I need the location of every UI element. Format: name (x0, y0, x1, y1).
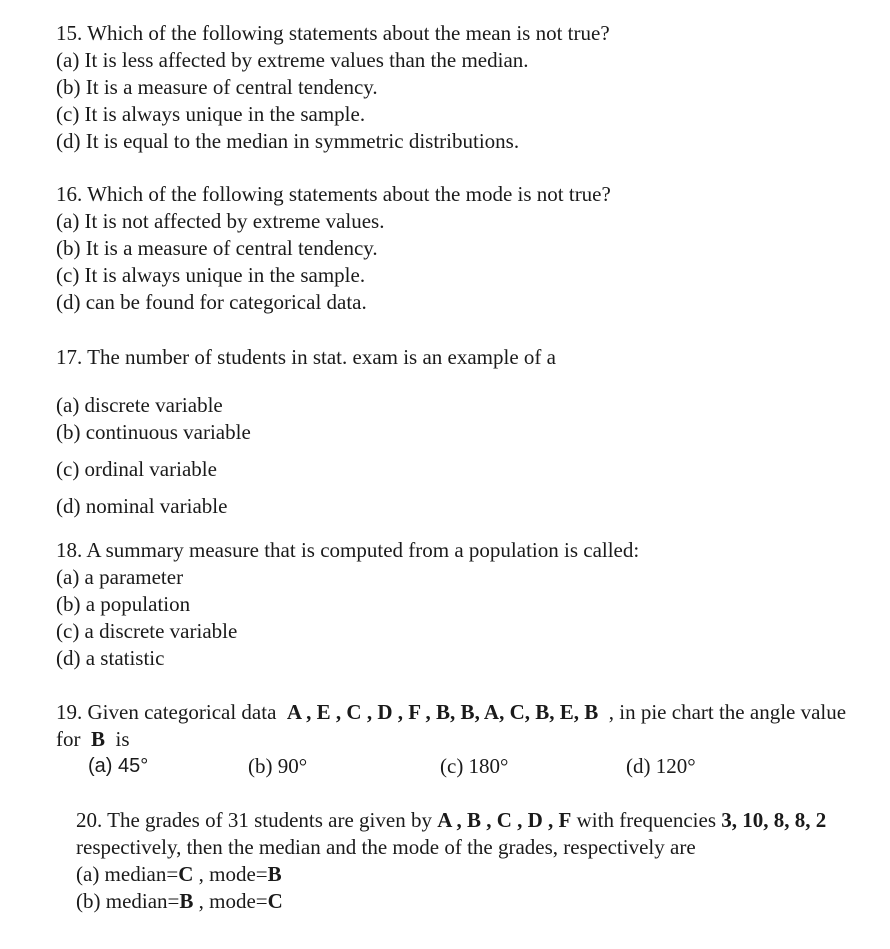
question-20-stem (76, 807, 846, 861)
question-20 (76, 807, 846, 915)
question-20-stem-start: 20. The grades of 31 students are given by (76, 808, 432, 832)
question-20-frequencies: 3, 10, 8, 8, 2 (721, 808, 827, 832)
question-20-grades: A , B , C , D , F (437, 808, 572, 832)
question-20-option-b-mode: C (267, 889, 283, 913)
question-15-stem: 15. Which of the following statements about the mean is not true? (56, 21, 610, 45)
question-19-option-d: (d) 120° (626, 754, 696, 778)
question-18-option-c: (c) a discrete variable (56, 619, 238, 643)
question-16-option-a: (a) It is not affected by extreme values. (56, 209, 385, 233)
question-19 (56, 699, 861, 780)
question-19-option-c: (c) 180° (440, 754, 509, 778)
question-19-options (56, 753, 861, 780)
question-19-data: A , E , C , D , F , B, B, A, C, B, E, B (286, 700, 599, 724)
question-16-stem: 16. Which of the following statements about the mode is not true? (56, 182, 611, 206)
question-19-option-a: (a) 45° (88, 755, 149, 777)
question-20-stem-mid: with frequencies (576, 808, 717, 832)
question-20-option-b-median: B (179, 889, 194, 913)
question-19-target: B (91, 727, 106, 751)
question-20-option-a-mode-label: , mode= (198, 862, 268, 886)
question-19-stem-mid: , in pie chart the angle value for (56, 700, 847, 751)
question-17-stem: 17. The number of students in stat. exam is an example of a (56, 345, 556, 369)
question-17 (56, 344, 866, 371)
question-18-stem: 18. A summary measure that is computed from a population is called: (56, 538, 640, 562)
question-20-stem-end: respectively, then the median and the mode of the grades, respectively are (76, 835, 696, 859)
question-19-option-b: (b) 90° (248, 754, 308, 778)
question-18-option-b: (b) a population (56, 592, 191, 616)
question-20-option-a (76, 861, 846, 888)
question-17-option-b: (b) continuous variable (56, 420, 251, 444)
question-19-stem-end: is (115, 727, 130, 751)
question-15 (56, 20, 866, 155)
question-15-option-c: (c) It is always unique in the sample. (56, 102, 366, 126)
question-18-option-a: (a) a parameter (56, 565, 184, 589)
question-19-stem (56, 699, 861, 753)
question-20-option-a-mode: B (267, 862, 282, 886)
question-20-option-b (76, 888, 846, 915)
question-16-option-b: (b) It is a measure of central tendency. (56, 236, 378, 260)
question-16-option-d: (d) can be found for categorical data. (56, 290, 367, 314)
question-15-option-b: (b) It is a measure of central tendency. (56, 75, 378, 99)
question-19-stem-start: 19. Given categorical data (56, 700, 277, 724)
question-18 (56, 537, 866, 672)
question-15-option-d: (d) It is equal to the median in symmetric distributions. (56, 129, 520, 153)
question-20-option-b-mode-label: , mode= (198, 889, 268, 913)
question-20-option-b-median-label: (b) median= (76, 889, 180, 913)
question-20-option-a-median-label: (a) median= (76, 862, 179, 886)
question-17-option-c: (c) ordinal variable (56, 457, 217, 481)
question-17-option-d: (d) nominal variable (56, 494, 228, 518)
question-20-option-a-median: C (178, 862, 194, 886)
question-17-option-a: (a) discrete variable (56, 393, 223, 417)
question-16 (56, 181, 866, 316)
question-18-option-d: (d) a statistic (56, 646, 165, 670)
question-16-option-c: (c) It is always unique in the sample. (56, 263, 366, 287)
question-15-option-a: (a) It is less affected by extreme values than the median. (56, 48, 529, 72)
